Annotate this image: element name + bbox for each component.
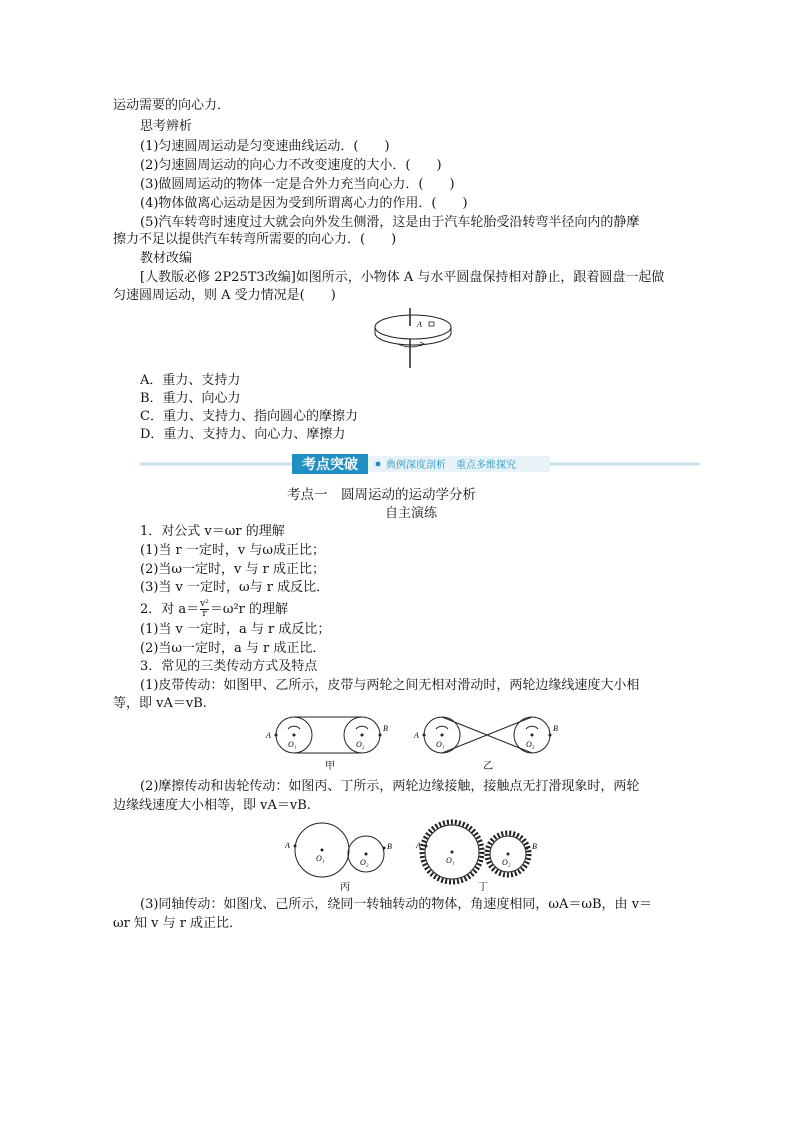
svg-text:A: A (266, 731, 271, 740)
belt-line-a: (1)皮带传动：如图甲、乙所示，皮带与两轮之间无相对滑动时，两轮边缘线速度大小相 (140, 678, 640, 693)
svg-text:A: A (416, 841, 421, 850)
svg-text:B: B (553, 724, 558, 733)
intro-line: 运动需要的向心力． (113, 98, 231, 113)
option-c: C．重力、支持力、指向圆心的摩擦力 (140, 409, 358, 424)
point-3: 3．常见的三类传动方式及特点 (140, 659, 318, 674)
point-1b: (2)当ω一定时，v 与 r 成正比； (140, 562, 325, 577)
svg-text:O₂: O₂ (502, 858, 511, 867)
svg-text:B: B (387, 842, 392, 851)
question-2: (2)匀速圆周运动的向心力不改变速度的大小．( ) (140, 158, 442, 173)
banner-subtitle: 典例深度剖析 重点多维探究 (386, 460, 516, 471)
option-a: A．重力、支持力 (140, 373, 241, 388)
coaxial-line-b: ωr 知 v 与 r 成正比． (113, 916, 243, 931)
section-title: 考点一 圆周运动的运动学分析 (287, 487, 476, 503)
caption-jia: 甲 (325, 761, 335, 771)
belt-line-b: 等，即 vA＝vB. (113, 696, 207, 711)
caption-yi: 乙 (483, 761, 493, 771)
point-1c: (3)当 v 一定时，ω与 r 成反比． (140, 580, 330, 595)
rotating-disk-figure (368, 306, 458, 372)
banner-tag: 考点突破 (302, 458, 358, 473)
belt-drive-figures (262, 713, 572, 771)
disk-label-a: A (417, 320, 422, 329)
friction-line-b: 边缘线速度大小相等，即 vA＝vB. (113, 798, 311, 813)
fraction-numerator: v² (200, 599, 209, 609)
question-3: (3)做圆周运动的物体一定是合外力充当向心力．( ) (140, 177, 455, 192)
svg-text:O₁: O₁ (436, 740, 445, 749)
svg-text:O₁: O₁ (288, 740, 297, 749)
caption-ding: 丁 (478, 882, 488, 893)
fraction-denominator: r (202, 609, 207, 619)
caption-bing: 丙 (340, 882, 350, 893)
question-4: (4)物体做离心运动是因为受到所谓离心力的作用．( ) (140, 196, 468, 211)
coaxial-line-a: (3)同轴传动：如图戊、己所示，绕同一转轴转动的物体，角速度相同，ωA＝ωB，由 v＝ (140, 897, 653, 912)
point-2a: (1)当 v 一定时，a 与 r 成反比； (140, 622, 331, 637)
svg-text:O₁: O₁ (316, 854, 325, 863)
svg-text:A: A (285, 841, 290, 850)
svg-text:B: B (532, 842, 537, 851)
friction-gear-figures (280, 814, 550, 896)
question-5a: (5)汽车转弯时速度过大就会向外发生侧滑，这是由于汽车轮胎受沿转弯半径向内的静摩 (140, 215, 640, 230)
option-b: B．重力、向心力 (140, 391, 241, 406)
problem-line-b: 匀速圆周运动，则 A 受力情况是( ) (113, 288, 336, 303)
svg-text:O₁: O₁ (446, 856, 455, 865)
option-d: D．重力、支持力、向心力、摩擦力 (140, 427, 346, 442)
friction-line-a: (2)摩擦传动和齿轮传动：如图丙、丁所示，两轮边缘接触，接触点无打滑现象时，两轮 (140, 779, 640, 794)
section-banner (140, 453, 700, 475)
question-1: (1)匀速圆周运动是匀变速曲线运动．( ) (140, 139, 390, 154)
question-5b: 擦力不足以提供汽车转弯所需要的向心力．( ) (113, 232, 397, 247)
svg-text:B: B (383, 724, 388, 733)
point-1: 1．对公式 v＝ωr 的理解 (140, 524, 285, 539)
svg-text:O₂: O₂ (360, 858, 369, 867)
svg-text:O₂: O₂ (356, 740, 365, 749)
think-title: 思考辨析 (140, 119, 193, 134)
point-2: 2．对 a＝ $\frac{\text{v²}}{r}$ ＝ω²r 的理解 (140, 599, 289, 619)
problem-line-a: [人教版必修 2P25T3改编]如图所示，小物体 A 与水平圆盘保持相对静止，跟着圆盘一起做 (140, 270, 665, 285)
section-subtitle: 自主演练 (385, 506, 438, 521)
svg-text:A: A (414, 731, 419, 740)
point-2b: (2)当ω一定时，a 与 r 成正比． (140, 641, 326, 656)
textbook-title: 教材改编 (140, 251, 193, 266)
point-1a: (1)当 r 一定时，v 与ω成正比； (140, 543, 325, 558)
svg-text:O₂: O₂ (526, 740, 535, 749)
